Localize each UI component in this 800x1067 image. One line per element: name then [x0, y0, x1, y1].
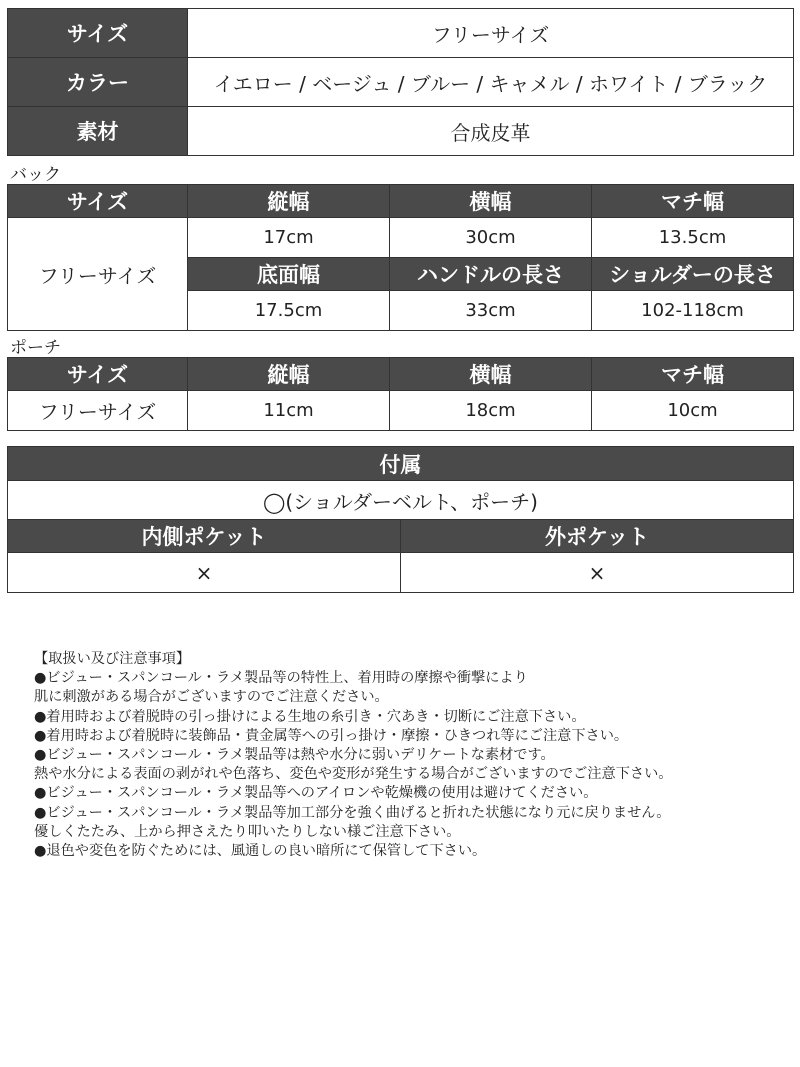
bag-header-gusset: マチ幅: [592, 185, 794, 218]
note-line: 熱や水分による表面の剥がれや色落ち、変色や変形が発生する場合がございますのでご注意下さい。: [34, 766, 673, 783]
note-line: ●退色や変色を防ぐためには、風通しの良い暗所にて保管して下さい。: [34, 842, 487, 859]
note-line: 肌に刺激がある場合がございますのでご注意ください。: [34, 689, 389, 706]
bag-shoulder-length-value: 102-118cm: [592, 291, 794, 331]
pouch-size-value: フリーサイズ: [8, 391, 188, 431]
inner-pocket-header: 内側ポケット: [8, 520, 401, 553]
note-line: ●着用時および着脱時に装飾品・貴金属等への引っ掛け・摩擦・ひきつれ等にご注意下さい。: [34, 727, 629, 744]
spec-table: [7, 8, 794, 156]
pouch-header-height: 縦幅: [188, 358, 390, 391]
outer-pocket-header: 外ポケット: [401, 520, 794, 553]
bag-size-value: フリーサイズ: [8, 218, 188, 331]
bag-header-bottom-width: 底面幅: [188, 258, 390, 291]
bag-header-shoulder-length: ショルダーの長さ: [592, 258, 794, 291]
note-line: ●ビジュー・スパンコール・ラメ製品等の特性上、着用時の摩擦や衝撃により: [34, 670, 528, 687]
pouch-width-value: 18cm: [390, 391, 592, 431]
size-value: フリーサイズ: [188, 9, 794, 58]
note-line: 優しくたたみ、上から押さえたり叩いたりしない様ご注意下さい。: [34, 823, 461, 840]
bag-bottom-width-value: 17.5cm: [188, 291, 390, 331]
accessories-header: 付属: [8, 447, 794, 481]
accessories-value: ◯(ショルダーベルト、ポーチ): [8, 481, 794, 520]
note-line: ●ビジュー・スパンコール・ラメ製品等加工部分を強く曲げると折れた状態になり元に戻りません。: [34, 804, 671, 821]
color-label: カラー: [8, 58, 188, 107]
bag-handle-length-value: 33cm: [390, 291, 592, 331]
note-line: ●ビジュー・スパンコール・ラメ製品等へのアイロンや乾燥機の使用は避けてください。: [34, 785, 598, 802]
bag-header-handle-length: ハンドルの長さ: [390, 258, 592, 291]
bag-header-size: サイズ: [8, 185, 188, 218]
pouch-table: [7, 357, 794, 431]
pouch-header-width: 横幅: [390, 358, 592, 391]
material-label: 素材: [8, 107, 188, 156]
bag-header-height: 縦幅: [188, 185, 390, 218]
bag-width-value: 30cm: [390, 218, 592, 258]
accessories-table: [7, 446, 794, 593]
pouch-header-gusset: マチ幅: [592, 358, 794, 391]
pouch-header-size: サイズ: [8, 358, 188, 391]
note-line: ●着用時および着脱時の引っ掛けによる生地の糸引き・穴あき・切断にご注意下さい。: [34, 708, 586, 725]
pouch-gusset-value: 10cm: [592, 391, 794, 431]
bag-header-width: 横幅: [390, 185, 592, 218]
bag-table: [7, 184, 794, 331]
pouch-height-value: 11cm: [188, 391, 390, 431]
color-value: イエロー / ベージュ / ブルー / キャメル / ホワイト / ブラック: [188, 58, 794, 107]
pouch-caption: ポーチ: [10, 338, 61, 358]
note-line: ●ビジュー・スパンコール・ラメ製品等は熱や水分に弱いデリケートな素材です。: [34, 746, 555, 763]
bag-caption: バック: [10, 165, 61, 185]
care-notes: [34, 650, 672, 861]
size-label: サイズ: [8, 9, 188, 58]
material-value: 合成皮革: [188, 107, 794, 156]
bag-height-value: 17cm: [188, 218, 390, 258]
bag-gusset-value: 13.5cm: [592, 218, 794, 258]
inner-pocket-value: ×: [8, 553, 401, 593]
notes-heading: 【取扱い及び注意事項】: [34, 651, 191, 667]
outer-pocket-value: ×: [401, 553, 794, 593]
